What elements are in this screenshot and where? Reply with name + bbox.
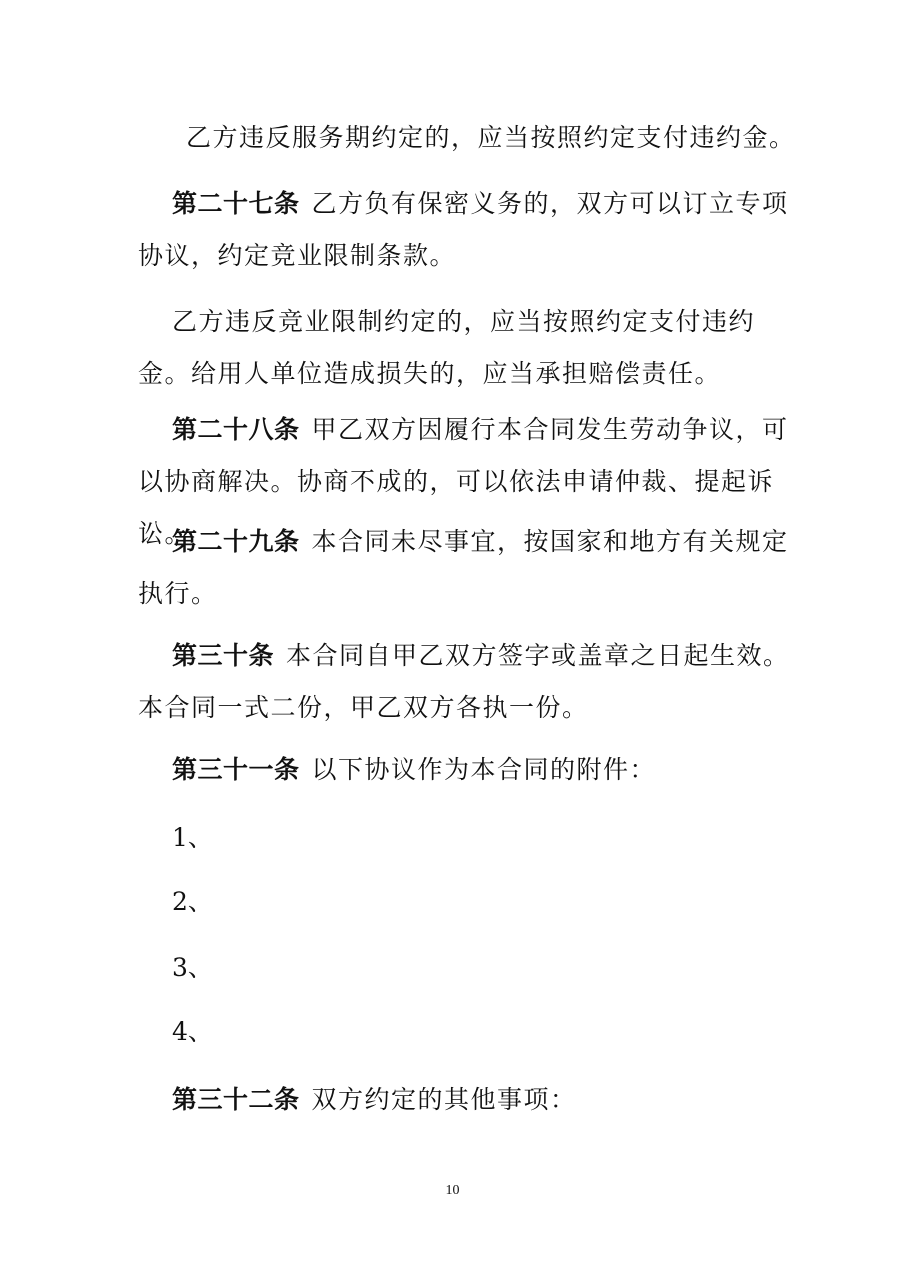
page-number: 10 [445, 1183, 460, 1198]
article-text: 本合同未尽事宜，按国家和地方有关规定执行。 [138, 527, 789, 608]
article-31 [138, 744, 798, 796]
attachment-item-3: 3、 [172, 953, 213, 982]
article-text: 乙方负有保密义务的，双方可以订立专项协议，约定竞业限制条款。 [138, 189, 789, 270]
article-heading: 第三十二条 [172, 1085, 300, 1114]
article-heading: 第三十一条 [172, 755, 300, 784]
article-heading: 第二十八条 [172, 415, 300, 444]
article-text: 本合同自甲乙双方签字或盖章之日起生效。本合同一式二份，甲乙双方各执一份。 [138, 641, 790, 722]
article-32 [138, 1074, 798, 1126]
article-text: 甲乙双方因履行本合同发生劳动争议，可以协商解决。协商不成的，可以依法申请仲裁、提起诉讼。 [138, 415, 789, 548]
article-29 [138, 516, 798, 620]
article-heading: 第二十九条 [172, 527, 300, 556]
attachment-item-2: 2、 [172, 887, 213, 916]
article-text: 以下协议作为本合同的附件： [311, 755, 657, 784]
article-text: 双方约定的其他事项： [311, 1085, 577, 1114]
paragraph-service-period-penalty [152, 112, 812, 164]
article-27 [138, 178, 798, 282]
article-heading: 第二十七条 [172, 189, 300, 218]
attachment-item-1: 1、 [172, 823, 213, 852]
paragraph-text: 乙方违反服务期约定的，应当按照约定支付违约金。 [186, 123, 796, 152]
attachment-item-4: 4、 [172, 1017, 213, 1046]
article-heading: 第三十条 [172, 641, 275, 670]
paragraph-noncompete-penalty [138, 296, 798, 400]
paragraph-text: 乙方违反竞业限制约定的，应当按照约定支付违约金。给用人单位造成损失的，应当承担赔偿责任。 [138, 307, 756, 388]
article-30 [138, 630, 798, 734]
